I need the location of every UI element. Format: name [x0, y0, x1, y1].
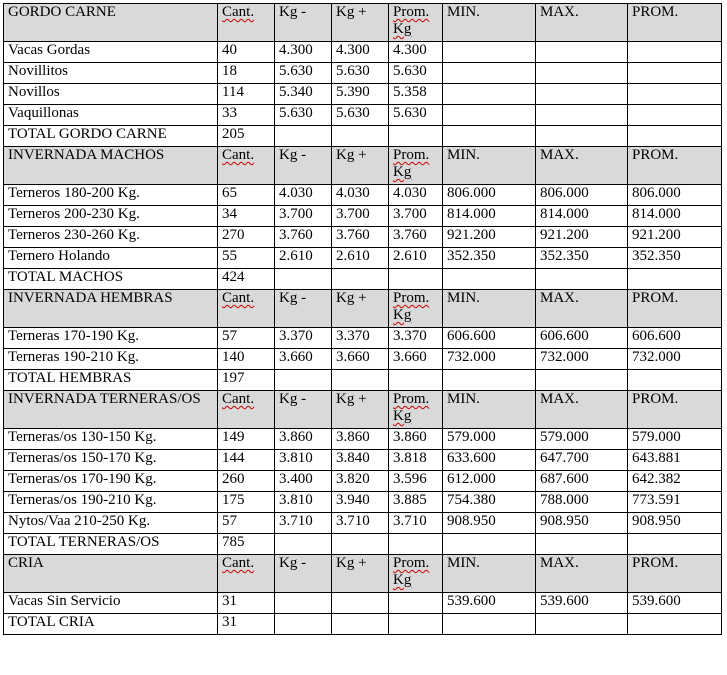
empty-cell [275, 126, 332, 147]
header-label: MIN. [447, 555, 480, 571]
cell-category: Terneras/os 190-210 Kg. [4, 492, 218, 513]
cell-max: 732.000 [536, 349, 628, 370]
table-row [4, 105, 722, 126]
empty-cell [628, 370, 722, 391]
cell-prom-kg: 3.700 [389, 206, 443, 227]
cell-prom-kg: 2.610 [389, 248, 443, 269]
cell-min: 612.000 [443, 471, 536, 492]
empty-cell [443, 534, 536, 555]
header-max [536, 290, 628, 328]
section-header-row [4, 391, 722, 429]
cell-kg-min: 3.700 [275, 206, 332, 227]
header-label: Cant. [222, 147, 255, 163]
cell-prom [628, 42, 722, 63]
cell-kg-max: 3.760 [332, 227, 389, 248]
cell-category: Vacas Sin Servicio [4, 593, 218, 614]
header-min [443, 391, 536, 429]
cell-prom: 806.000 [628, 185, 722, 206]
header-label: MAX. [540, 4, 579, 20]
cell-category: Terneras/os 130-150 Kg. [4, 429, 218, 450]
cell-prom [628, 63, 722, 84]
cell-prom: 643.881 [628, 450, 722, 471]
cell-cant: 260 [218, 471, 275, 492]
cell-category: Nytos/Vaa 210-250 Kg. [4, 513, 218, 534]
cell-min: 606.600 [443, 328, 536, 349]
total-label: TOTAL HEMBRAS [4, 370, 218, 391]
header-prom-kg [389, 4, 443, 42]
cell-cant: 40 [218, 42, 275, 63]
header-label: PROM. [632, 4, 679, 20]
header-kg-max [332, 555, 389, 593]
header-kg-min [275, 555, 332, 593]
cell-kg-min: 3.860 [275, 429, 332, 450]
header-label: MIN. [447, 147, 480, 163]
header-kg-max [332, 391, 389, 429]
section-header-row [4, 147, 722, 185]
table-row [4, 227, 722, 248]
cell-prom-kg: 5.630 [389, 105, 443, 126]
cell-max: 606.600 [536, 328, 628, 349]
cell-kg-min: 3.710 [275, 513, 332, 534]
table-row [4, 206, 722, 227]
header-cant [218, 4, 275, 42]
header-label: MAX. [540, 290, 579, 306]
cell-max: 788.000 [536, 492, 628, 513]
header-prom-kg [389, 147, 443, 185]
header-kg-min [275, 147, 332, 185]
table-row [4, 471, 722, 492]
empty-cell [389, 126, 443, 147]
cell-category: Novillos [4, 84, 218, 105]
header-label: Kg + [336, 290, 367, 306]
livestock-price-table [3, 3, 722, 635]
cell-prom-kg: 3.660 [389, 349, 443, 370]
empty-cell [332, 534, 389, 555]
cell-cant: 144 [218, 450, 275, 471]
cell-cant: 31 [218, 593, 275, 614]
cell-min: 754.380 [443, 492, 536, 513]
cell-prom-kg: 4.030 [389, 185, 443, 206]
table-row [4, 450, 722, 471]
header-label: Prom. Kg [393, 290, 430, 323]
total-label: TOTAL GORDO CARNE [4, 126, 218, 147]
empty-cell [275, 614, 332, 635]
header-label: MAX. [540, 555, 579, 571]
header-prom-kg [389, 391, 443, 429]
cell-prom: 814.000 [628, 206, 722, 227]
cell-cant: 34 [218, 206, 275, 227]
cell-prom: 352.350 [628, 248, 722, 269]
header-label: Prom. Kg [393, 391, 430, 424]
empty-cell [536, 126, 628, 147]
cell-cant: 33 [218, 105, 275, 126]
cell-cant: 114 [218, 84, 275, 105]
cell-kg-min: 4.030 [275, 185, 332, 206]
header-kg-min [275, 391, 332, 429]
empty-cell [536, 370, 628, 391]
table-body [4, 4, 722, 635]
cell-max: 647.700 [536, 450, 628, 471]
header-kg-max [332, 4, 389, 42]
empty-cell [443, 126, 536, 147]
header-label: Kg + [336, 4, 367, 20]
empty-cell [628, 269, 722, 290]
cell-prom-kg: 3.710 [389, 513, 443, 534]
cell-prom: 921.200 [628, 227, 722, 248]
cell-prom-kg: 3.818 [389, 450, 443, 471]
empty-cell [389, 534, 443, 555]
cell-prom-kg: 3.860 [389, 429, 443, 450]
header-label: MIN. [447, 290, 480, 306]
empty-cell [332, 126, 389, 147]
cell-prom-kg: 4.300 [389, 42, 443, 63]
section-header-row [4, 4, 722, 42]
cell-category: Vacas Gordas [4, 42, 218, 63]
section-header-row [4, 555, 722, 593]
cell-min: 908.950 [443, 513, 536, 534]
empty-cell [275, 269, 332, 290]
cell-cant: 57 [218, 328, 275, 349]
header-label: PROM. [632, 147, 679, 163]
cell-min: 814.000 [443, 206, 536, 227]
header-prom [628, 555, 722, 593]
total-row [4, 614, 722, 635]
cell-cant: 65 [218, 185, 275, 206]
empty-cell [389, 370, 443, 391]
cell-prom: 908.950 [628, 513, 722, 534]
header-label: INVERNADA MACHOS [8, 147, 165, 163]
cell-kg-min: 5.630 [275, 105, 332, 126]
header-label: PROM. [632, 391, 679, 407]
header-label: PROM. [632, 290, 679, 306]
table-row [4, 63, 722, 84]
header-label: INVERNADA TERNERAS/OS [8, 391, 201, 407]
empty-cell [443, 269, 536, 290]
empty-cell [275, 534, 332, 555]
header-label: Cant. [222, 391, 255, 407]
cell-kg-max: 4.300 [332, 42, 389, 63]
cell-cant: 18 [218, 63, 275, 84]
header-category [4, 391, 218, 429]
header-label: Kg - [279, 555, 307, 571]
header-prom [628, 147, 722, 185]
cell-kg-min: 3.810 [275, 492, 332, 513]
cell-kg-max: 3.370 [332, 328, 389, 349]
cell-kg-max: 5.630 [332, 105, 389, 126]
cell-max: 814.000 [536, 206, 628, 227]
header-kg-max [332, 290, 389, 328]
cell-kg-max: 3.710 [332, 513, 389, 534]
total-row [4, 126, 722, 147]
total-count: 424 [218, 269, 275, 290]
cell-kg-max [332, 593, 389, 614]
header-label: MIN. [447, 391, 480, 407]
table-row [4, 84, 722, 105]
cell-prom-kg: 3.596 [389, 471, 443, 492]
header-label: Prom. Kg [393, 147, 430, 180]
cell-prom-kg: 3.885 [389, 492, 443, 513]
header-min [443, 290, 536, 328]
header-prom [628, 4, 722, 42]
header-label: Prom. Kg [393, 4, 430, 37]
header-min [443, 4, 536, 42]
total-count: 197 [218, 370, 275, 391]
cell-min [443, 105, 536, 126]
total-row [4, 534, 722, 555]
cell-category: Terneras/os 150-170 Kg. [4, 450, 218, 471]
cell-min [443, 84, 536, 105]
total-count: 205 [218, 126, 275, 147]
table-row [4, 513, 722, 534]
cell-kg-max: 3.860 [332, 429, 389, 450]
total-row [4, 269, 722, 290]
header-label: Prom. Kg [393, 555, 430, 588]
empty-cell [332, 370, 389, 391]
cell-max: 352.350 [536, 248, 628, 269]
cell-cant: 57 [218, 513, 275, 534]
cell-max: 539.600 [536, 593, 628, 614]
header-label: Kg - [279, 147, 307, 163]
cell-prom-kg: 5.630 [389, 63, 443, 84]
cell-kg-max: 3.940 [332, 492, 389, 513]
header-label: Kg + [336, 555, 367, 571]
cell-max: 687.600 [536, 471, 628, 492]
cell-prom-kg [389, 593, 443, 614]
cell-category: Novillitos [4, 63, 218, 84]
cell-kg-max: 5.390 [332, 84, 389, 105]
header-prom-kg [389, 290, 443, 328]
cell-prom: 732.000 [628, 349, 722, 370]
header-category [4, 555, 218, 593]
cell-kg-min: 3.660 [275, 349, 332, 370]
total-label: TOTAL TERNERAS/OS [4, 534, 218, 555]
header-kg-min [275, 4, 332, 42]
header-cant [218, 555, 275, 593]
table-row [4, 429, 722, 450]
header-max [536, 391, 628, 429]
total-label: TOTAL MACHOS [4, 269, 218, 290]
cell-cant: 270 [218, 227, 275, 248]
header-label: PROM. [632, 555, 679, 571]
header-prom-kg [389, 555, 443, 593]
empty-cell [389, 269, 443, 290]
cell-max: 806.000 [536, 185, 628, 206]
cell-min: 732.000 [443, 349, 536, 370]
cell-min: 352.350 [443, 248, 536, 269]
header-label: GORDO CARNE [8, 4, 116, 20]
empty-cell [389, 614, 443, 635]
cell-kg-min: 5.340 [275, 84, 332, 105]
cell-min: 539.600 [443, 593, 536, 614]
table-row [4, 42, 722, 63]
header-kg-max [332, 147, 389, 185]
cell-prom-kg: 3.760 [389, 227, 443, 248]
cell-kg-max: 5.630 [332, 63, 389, 84]
header-kg-min [275, 290, 332, 328]
empty-cell [536, 534, 628, 555]
empty-cell [536, 269, 628, 290]
empty-cell [443, 614, 536, 635]
table-row [4, 328, 722, 349]
cell-prom-kg: 5.358 [389, 84, 443, 105]
cell-min: 806.000 [443, 185, 536, 206]
header-cant [218, 147, 275, 185]
cell-kg-min: 3.400 [275, 471, 332, 492]
header-min [443, 555, 536, 593]
cell-min [443, 63, 536, 84]
cell-prom: 642.382 [628, 471, 722, 492]
cell-min [443, 42, 536, 63]
cell-category: Ternero Holando [4, 248, 218, 269]
cell-category: Vaquillonas [4, 105, 218, 126]
header-max [536, 147, 628, 185]
cell-max: 908.950 [536, 513, 628, 534]
header-label: Kg - [279, 391, 307, 407]
empty-cell [332, 269, 389, 290]
cell-max [536, 63, 628, 84]
empty-cell [275, 370, 332, 391]
cell-kg-min: 5.630 [275, 63, 332, 84]
header-label: MAX. [540, 147, 579, 163]
header-category [4, 147, 218, 185]
cell-kg-max: 3.660 [332, 349, 389, 370]
cell-prom: 579.000 [628, 429, 722, 450]
header-prom [628, 391, 722, 429]
total-count: 785 [218, 534, 275, 555]
header-label: Kg - [279, 290, 307, 306]
cell-kg-max: 3.840 [332, 450, 389, 471]
cell-max: 579.000 [536, 429, 628, 450]
cell-kg-max: 2.610 [332, 248, 389, 269]
total-row [4, 370, 722, 391]
cell-category: Terneros 230-260 Kg. [4, 227, 218, 248]
cell-cant: 140 [218, 349, 275, 370]
cell-min: 633.600 [443, 450, 536, 471]
cell-min: 579.000 [443, 429, 536, 450]
cell-max [536, 84, 628, 105]
empty-cell [628, 614, 722, 635]
empty-cell [628, 126, 722, 147]
cell-cant: 175 [218, 492, 275, 513]
cell-max [536, 42, 628, 63]
cell-max: 921.200 [536, 227, 628, 248]
header-max [536, 4, 628, 42]
header-label: MAX. [540, 391, 579, 407]
cell-kg-min [275, 593, 332, 614]
table-row [4, 492, 722, 513]
header-label: INVERNADA HEMBRAS [8, 290, 173, 306]
cell-category: Terneras/os 170-190 Kg. [4, 471, 218, 492]
header-cant [218, 391, 275, 429]
cell-kg-min: 3.810 [275, 450, 332, 471]
header-max [536, 555, 628, 593]
cell-category: Terneras 170-190 Kg. [4, 328, 218, 349]
header-min [443, 147, 536, 185]
table-row [4, 349, 722, 370]
cell-prom [628, 84, 722, 105]
empty-cell [536, 614, 628, 635]
cell-category: Terneros 180-200 Kg. [4, 185, 218, 206]
cell-prom-kg: 3.370 [389, 328, 443, 349]
cell-min: 921.200 [443, 227, 536, 248]
table-row [4, 248, 722, 269]
cell-kg-max: 3.820 [332, 471, 389, 492]
cell-kg-min: 2.610 [275, 248, 332, 269]
header-label: Kg + [336, 147, 367, 163]
empty-cell [332, 614, 389, 635]
header-label: Cant. [222, 4, 255, 20]
table-row [4, 185, 722, 206]
cell-kg-min: 3.760 [275, 227, 332, 248]
cell-kg-min: 3.370 [275, 328, 332, 349]
header-label: Cant. [222, 555, 255, 571]
header-cant [218, 290, 275, 328]
cell-prom: 606.600 [628, 328, 722, 349]
cell-category: Terneras 190-210 Kg. [4, 349, 218, 370]
cell-category: Terneros 200-230 Kg. [4, 206, 218, 227]
cell-prom [628, 105, 722, 126]
total-label: TOTAL CRIA [4, 614, 218, 635]
cell-kg-min: 4.300 [275, 42, 332, 63]
cell-max [536, 105, 628, 126]
cell-kg-max: 3.700 [332, 206, 389, 227]
section-header-row [4, 290, 722, 328]
cell-cant: 149 [218, 429, 275, 450]
cell-cant: 55 [218, 248, 275, 269]
cell-prom: 773.591 [628, 492, 722, 513]
header-prom [628, 290, 722, 328]
empty-cell [443, 370, 536, 391]
header-category [4, 4, 218, 42]
header-label: MIN. [447, 4, 480, 20]
header-label: CRIA [8, 555, 44, 571]
table-row [4, 593, 722, 614]
header-label: Kg + [336, 391, 367, 407]
cell-kg-max: 4.030 [332, 185, 389, 206]
header-category [4, 290, 218, 328]
cell-prom: 539.600 [628, 593, 722, 614]
empty-cell [628, 534, 722, 555]
header-label: Kg - [279, 4, 307, 20]
header-label: Cant. [222, 290, 255, 306]
total-count: 31 [218, 614, 275, 635]
